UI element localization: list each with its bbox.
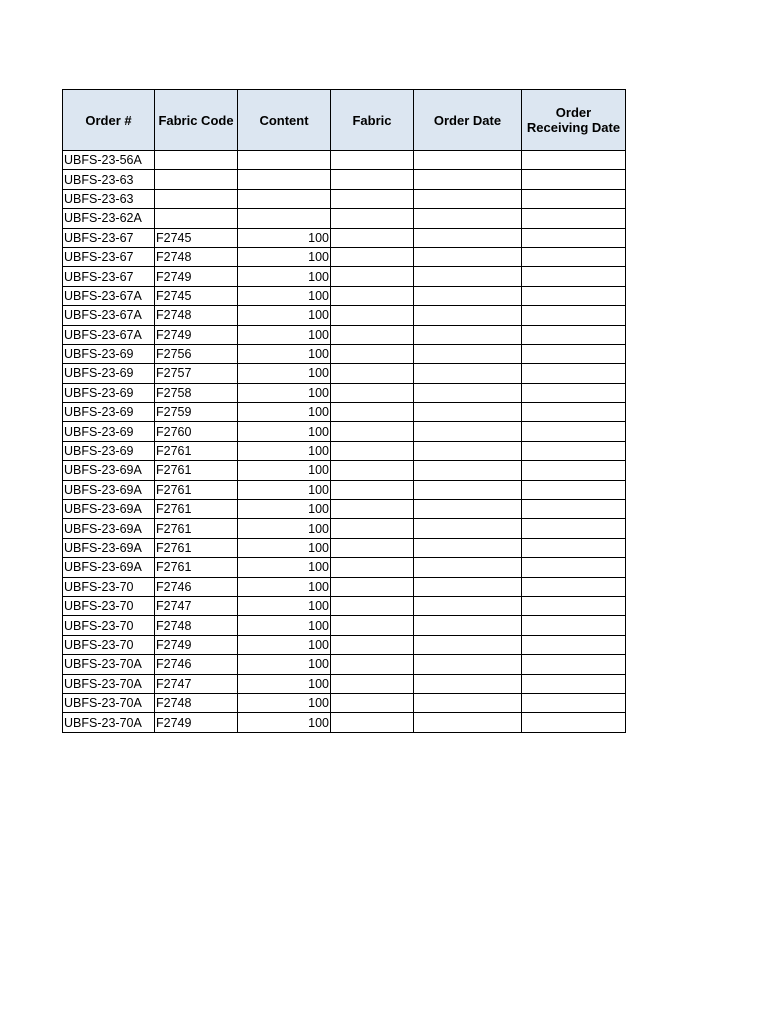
cell-content[interactable]: 100 — [238, 655, 331, 674]
cell-order-receiving-date[interactable] — [522, 325, 626, 344]
cell-order-receiving-date[interactable] — [522, 616, 626, 635]
cell-order-date[interactable] — [414, 189, 522, 208]
cell-order-date[interactable] — [414, 480, 522, 499]
header-order-number: Order # — [63, 90, 155, 151]
cell-fabric-code[interactable]: F2747 — [155, 674, 238, 693]
cell-fabric-code[interactable]: F2748 — [155, 693, 238, 712]
cell-order-date[interactable] — [414, 286, 522, 305]
cell-content[interactable]: 100 — [238, 635, 331, 654]
cell-fabric[interactable] — [331, 344, 414, 363]
table-row — [63, 325, 626, 344]
cell-order-number[interactable]: UBFS-23-67A — [63, 325, 155, 344]
cell-fabric[interactable] — [331, 189, 414, 208]
cell-content[interactable]: 100 — [238, 344, 331, 363]
table-row — [63, 403, 626, 422]
cell-order-receiving-date[interactable] — [522, 635, 626, 654]
cell-order-date[interactable] — [414, 616, 522, 635]
cell-order-number[interactable]: UBFS-23-69A — [63, 538, 155, 557]
header-fabric: Fabric — [331, 90, 414, 151]
header-order-date: Order Date — [414, 90, 522, 151]
table-row — [63, 422, 626, 441]
table-row — [63, 228, 626, 247]
cell-order-number[interactable]: UBFS-23-69A — [63, 500, 155, 519]
cell-order-receiving-date[interactable] — [522, 286, 626, 305]
cell-order-number[interactable]: UBFS-23-56A — [63, 151, 155, 170]
cell-fabric-code[interactable] — [155, 151, 238, 170]
cell-order-receiving-date[interactable] — [522, 209, 626, 228]
table-row — [63, 170, 626, 189]
cell-order-receiving-date[interactable] — [522, 519, 626, 538]
cell-order-date[interactable] — [414, 403, 522, 422]
cell-order-number[interactable]: UBFS-23-63 — [63, 189, 155, 208]
cell-order-date[interactable] — [414, 538, 522, 557]
cell-order-number[interactable]: UBFS-23-67 — [63, 267, 155, 286]
cell-content[interactable]: 100 — [238, 267, 331, 286]
header-fabric-code: Fabric Code — [155, 90, 238, 151]
cell-content[interactable]: 100 — [238, 422, 331, 441]
cell-order-date[interactable] — [414, 558, 522, 577]
cell-order-date[interactable] — [414, 519, 522, 538]
order-table — [62, 89, 626, 733]
cell-order-receiving-date[interactable] — [522, 500, 626, 519]
cell-content[interactable] — [238, 151, 331, 170]
cell-order-number[interactable]: UBFS-23-62A — [63, 209, 155, 228]
cell-fabric[interactable] — [331, 596, 414, 615]
cell-content[interactable]: 100 — [238, 461, 331, 480]
header-content: Content — [238, 90, 331, 151]
cell-order-receiving-date[interactable] — [522, 655, 626, 674]
cell-order-receiving-date[interactable] — [522, 480, 626, 499]
table-row — [63, 538, 626, 557]
cell-content[interactable]: 100 — [238, 403, 331, 422]
table-row — [63, 558, 626, 577]
cell-order-number[interactable]: UBFS-23-69A — [63, 480, 155, 499]
cell-content[interactable] — [238, 209, 331, 228]
table-row — [63, 364, 626, 383]
table-row — [63, 674, 626, 693]
cell-order-date[interactable] — [414, 441, 522, 460]
cell-order-date[interactable] — [414, 635, 522, 654]
table-row — [63, 209, 626, 228]
cell-order-number[interactable]: UBFS-23-69A — [63, 519, 155, 538]
cell-order-number[interactable]: UBFS-23-67A — [63, 286, 155, 305]
cell-fabric-code[interactable]: F2748 — [155, 616, 238, 635]
cell-content[interactable]: 100 — [238, 538, 331, 557]
table-row — [63, 267, 626, 286]
cell-order-number[interactable]: UBFS-23-70 — [63, 635, 155, 654]
table-row — [63, 189, 626, 208]
cell-fabric[interactable] — [331, 325, 414, 344]
cell-order-date[interactable] — [414, 170, 522, 189]
cell-fabric-code[interactable] — [155, 189, 238, 208]
cell-order-date[interactable] — [414, 422, 522, 441]
cell-order-number[interactable]: UBFS-23-70A — [63, 674, 155, 693]
cell-fabric[interactable] — [331, 461, 414, 480]
cell-order-date[interactable] — [414, 267, 522, 286]
cell-order-receiving-date[interactable] — [522, 577, 626, 596]
cell-fabric[interactable] — [331, 209, 414, 228]
cell-content[interactable]: 100 — [238, 558, 331, 577]
cell-order-receiving-date[interactable] — [522, 693, 626, 712]
cell-order-receiving-date[interactable] — [522, 247, 626, 266]
cell-order-number[interactable]: UBFS-23-70A — [63, 693, 155, 712]
cell-fabric[interactable] — [331, 441, 414, 460]
cell-order-number[interactable]: UBFS-23-67 — [63, 228, 155, 247]
cell-content[interactable]: 100 — [238, 693, 331, 712]
cell-order-date[interactable] — [414, 151, 522, 170]
cell-fabric[interactable] — [331, 480, 414, 499]
cell-fabric-code[interactable]: F2761 — [155, 441, 238, 460]
cell-order-date[interactable] — [414, 228, 522, 247]
cell-content[interactable]: 100 — [238, 713, 331, 732]
cell-order-receiving-date[interactable] — [522, 461, 626, 480]
table-row — [63, 500, 626, 519]
table-row — [63, 461, 626, 480]
cell-fabric-code[interactable]: F2749 — [155, 267, 238, 286]
cell-fabric-code[interactable]: F2749 — [155, 635, 238, 654]
cell-order-receiving-date[interactable] — [522, 596, 626, 615]
cell-content[interactable]: 100 — [238, 383, 331, 402]
cell-order-number[interactable]: UBFS-23-69A — [63, 461, 155, 480]
table-row — [63, 383, 626, 402]
cell-content[interactable]: 100 — [238, 364, 331, 383]
cell-order-number[interactable]: UBFS-23-70A — [63, 713, 155, 732]
cell-fabric[interactable] — [331, 558, 414, 577]
cell-fabric-code[interactable]: F2761 — [155, 558, 238, 577]
cell-order-number[interactable]: UBFS-23-69 — [63, 422, 155, 441]
cell-order-receiving-date[interactable] — [522, 267, 626, 286]
cell-order-number[interactable]: UBFS-23-70 — [63, 616, 155, 635]
table-row — [63, 286, 626, 305]
cell-content[interactable]: 100 — [238, 577, 331, 596]
cell-order-receiving-date[interactable] — [522, 422, 626, 441]
cell-order-number[interactable]: UBFS-23-69 — [63, 344, 155, 363]
cell-order-number[interactable]: UBFS-23-69 — [63, 441, 155, 460]
cell-order-date[interactable] — [414, 655, 522, 674]
cell-fabric[interactable] — [331, 655, 414, 674]
cell-fabric[interactable] — [331, 693, 414, 712]
spreadsheet-table-container — [62, 89, 626, 733]
cell-content[interactable]: 100 — [238, 441, 331, 460]
cell-content[interactable] — [238, 170, 331, 189]
cell-order-date[interactable] — [414, 693, 522, 712]
cell-content[interactable]: 100 — [238, 247, 331, 266]
cell-order-date[interactable] — [414, 577, 522, 596]
cell-order-receiving-date[interactable] — [522, 364, 626, 383]
cell-order-date[interactable] — [414, 247, 522, 266]
cell-order-date[interactable] — [414, 500, 522, 519]
cell-fabric-code[interactable]: F2746 — [155, 655, 238, 674]
table-body — [63, 151, 626, 733]
cell-fabric-code[interactable]: F2761 — [155, 461, 238, 480]
table-row — [63, 480, 626, 499]
table-row — [63, 151, 626, 170]
cell-order-receiving-date[interactable] — [522, 189, 626, 208]
cell-fabric[interactable] — [331, 577, 414, 596]
table-row — [63, 713, 626, 732]
cell-fabric-code[interactable]: F2748 — [155, 306, 238, 325]
table-row — [63, 655, 626, 674]
table-row — [63, 693, 626, 712]
cell-fabric[interactable] — [331, 538, 414, 557]
cell-order-date[interactable] — [414, 713, 522, 732]
cell-fabric[interactable] — [331, 403, 414, 422]
cell-order-number[interactable]: UBFS-23-70 — [63, 596, 155, 615]
cell-order-receiving-date[interactable] — [522, 306, 626, 325]
cell-fabric-code[interactable]: F2758 — [155, 383, 238, 402]
cell-fabric-code[interactable]: F2760 — [155, 422, 238, 441]
cell-content[interactable]: 100 — [238, 228, 331, 247]
cell-fabric[interactable] — [331, 674, 414, 693]
cell-fabric-code[interactable]: F2756 — [155, 344, 238, 363]
cell-order-receiving-date[interactable] — [522, 403, 626, 422]
cell-fabric-code[interactable]: F2761 — [155, 538, 238, 557]
table-row — [63, 635, 626, 654]
cell-fabric-code[interactable]: F2745 — [155, 286, 238, 305]
header-order-receiving-date: Order Receiving Date — [522, 90, 626, 151]
cell-content[interactable]: 100 — [238, 480, 331, 499]
cell-fabric-code[interactable]: F2748 — [155, 247, 238, 266]
cell-fabric-code[interactable]: F2747 — [155, 596, 238, 615]
cell-content[interactable]: 100 — [238, 616, 331, 635]
cell-order-receiving-date[interactable] — [522, 344, 626, 363]
cell-fabric-code[interactable] — [155, 170, 238, 189]
table-row — [63, 596, 626, 615]
table-row — [63, 616, 626, 635]
cell-order-number[interactable]: UBFS-23-69 — [63, 403, 155, 422]
cell-fabric[interactable] — [331, 228, 414, 247]
cell-content[interactable]: 100 — [238, 500, 331, 519]
cell-order-date[interactable] — [414, 674, 522, 693]
table-row — [63, 519, 626, 538]
cell-order-date[interactable] — [414, 461, 522, 480]
cell-fabric-code[interactable]: F2759 — [155, 403, 238, 422]
cell-order-number[interactable]: UBFS-23-69A — [63, 558, 155, 577]
cell-fabric[interactable] — [331, 422, 414, 441]
cell-fabric[interactable] — [331, 247, 414, 266]
header-row — [63, 90, 626, 151]
cell-order-receiving-date[interactable] — [522, 441, 626, 460]
cell-order-number[interactable]: UBFS-23-70 — [63, 577, 155, 596]
cell-order-number[interactable]: UBFS-23-67A — [63, 306, 155, 325]
cell-content[interactable]: 100 — [238, 325, 331, 344]
cell-content[interactable]: 100 — [238, 306, 331, 325]
table-row — [63, 577, 626, 596]
cell-fabric[interactable] — [331, 267, 414, 286]
cell-content[interactable]: 100 — [238, 596, 331, 615]
cell-fabric[interactable] — [331, 713, 414, 732]
cell-fabric-code[interactable]: F2757 — [155, 364, 238, 383]
cell-order-receiving-date[interactable] — [522, 151, 626, 170]
cell-order-date[interactable] — [414, 596, 522, 615]
cell-fabric[interactable] — [331, 616, 414, 635]
cell-fabric-code[interactable]: F2749 — [155, 713, 238, 732]
cell-fabric[interactable] — [331, 383, 414, 402]
cell-content[interactable]: 100 — [238, 674, 331, 693]
cell-order-number[interactable]: UBFS-23-70A — [63, 655, 155, 674]
cell-content[interactable] — [238, 189, 331, 208]
cell-fabric-code[interactable]: F2749 — [155, 325, 238, 344]
cell-order-receiving-date[interactable] — [522, 713, 626, 732]
cell-order-receiving-date[interactable] — [522, 558, 626, 577]
cell-fabric-code[interactable]: F2745 — [155, 228, 238, 247]
cell-order-number[interactable]: UBFS-23-69 — [63, 364, 155, 383]
cell-fabric[interactable] — [331, 519, 414, 538]
cell-order-receiving-date[interactable] — [522, 228, 626, 247]
cell-fabric[interactable] — [331, 151, 414, 170]
cell-fabric-code[interactable]: F2761 — [155, 480, 238, 499]
cell-order-number[interactable]: UBFS-23-67 — [63, 247, 155, 266]
cell-fabric[interactable] — [331, 635, 414, 654]
table-row — [63, 441, 626, 460]
cell-fabric[interactable] — [331, 286, 414, 305]
cell-fabric[interactable] — [331, 364, 414, 383]
cell-order-number[interactable]: UBFS-23-63 — [63, 170, 155, 189]
cell-order-date[interactable] — [414, 344, 522, 363]
cell-order-date[interactable] — [414, 383, 522, 402]
cell-order-date[interactable] — [414, 209, 522, 228]
cell-fabric-code[interactable]: F2761 — [155, 500, 238, 519]
cell-order-receiving-date[interactable] — [522, 674, 626, 693]
cell-order-date[interactable] — [414, 306, 522, 325]
cell-fabric[interactable] — [331, 170, 414, 189]
cell-fabric-code[interactable]: F2746 — [155, 577, 238, 596]
cell-content[interactable]: 100 — [238, 519, 331, 538]
cell-order-receiving-date[interactable] — [522, 383, 626, 402]
cell-fabric[interactable] — [331, 500, 414, 519]
cell-order-receiving-date[interactable] — [522, 538, 626, 557]
cell-fabric-code[interactable]: F2761 — [155, 519, 238, 538]
table-row — [63, 344, 626, 363]
cell-order-date[interactable] — [414, 325, 522, 344]
cell-order-receiving-date[interactable] — [522, 170, 626, 189]
table-row — [63, 306, 626, 325]
cell-content[interactable]: 100 — [238, 286, 331, 305]
cell-fabric[interactable] — [331, 306, 414, 325]
cell-fabric-code[interactable] — [155, 209, 238, 228]
cell-order-date[interactable] — [414, 364, 522, 383]
table-row — [63, 247, 626, 266]
cell-order-number[interactable]: UBFS-23-69 — [63, 383, 155, 402]
